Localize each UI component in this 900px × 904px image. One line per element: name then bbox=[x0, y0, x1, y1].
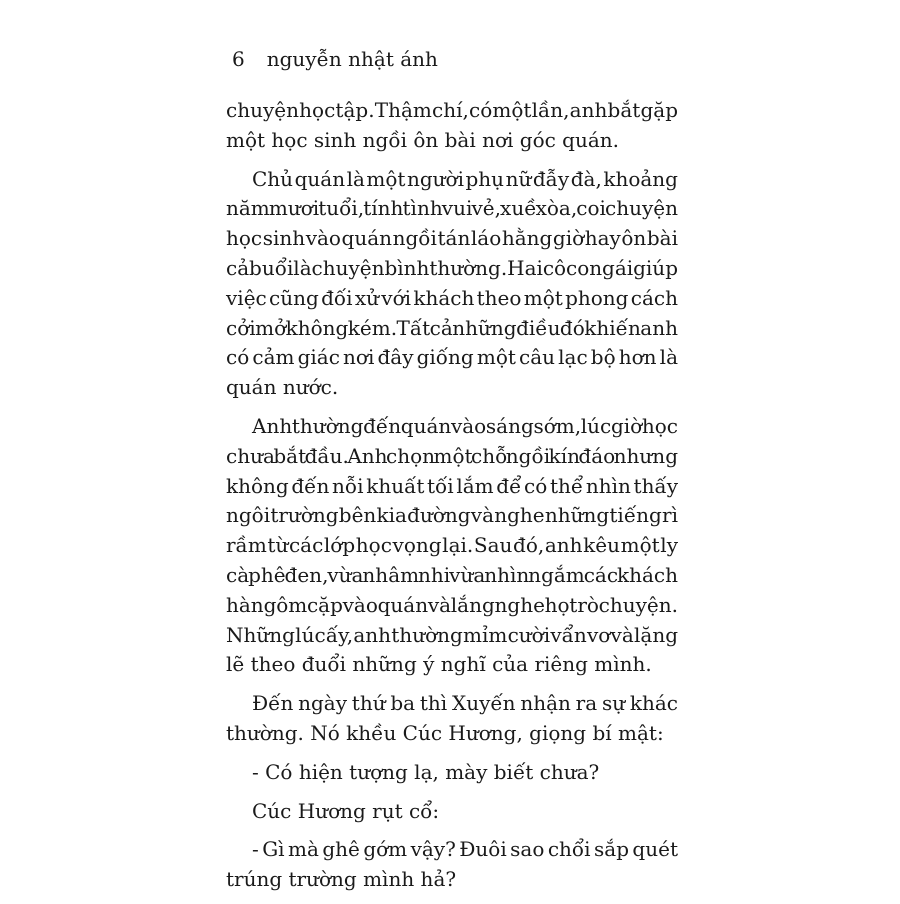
paragraph bbox=[226, 689, 678, 749]
text-line: Đến ngày thứ ba thì Xuyến nhận ra sự khác bbox=[252, 691, 678, 716]
text-line: - Có hiện tượng lạ, mày biết chưa? bbox=[252, 759, 600, 784]
text-line: học sinh vào quán ngồi tán láo hằng giờ hay ôn bài bbox=[226, 226, 679, 251]
text-line: thường. Nó khều Cúc Hương, giọng bí mật: bbox=[226, 720, 664, 745]
text-line: việc cũng đối xử với khách theo một phong cách bbox=[226, 285, 678, 310]
text-line: chưa bắt đầu. Anh chọn một chỗ ngồi kín đáo nhưng bbox=[226, 443, 678, 468]
text-line: cởi mở không kém. Tất cả những điều đó khiến anh bbox=[226, 315, 678, 340]
running-title: nguyễn nhật ánh bbox=[266, 47, 438, 71]
text-line: lẽ theo đuổi những ý nghĩ của riêng mình. bbox=[226, 652, 652, 677]
text-line: ngôi trường bên kia đường và nghe những tiếng rì bbox=[226, 503, 678, 528]
text-line: Cúc Hương rụt cổ: bbox=[252, 798, 440, 823]
text-line: Những lúc ấy, anh thường mỉm cười vẩn vơ và lặng bbox=[226, 622, 678, 647]
text-line: Anh thường đến quán vào sáng sớm, lúc giờ học bbox=[252, 413, 678, 438]
text-line: cà phê đen, vừa nhâm nhi vừa nhìn ngắm các khách bbox=[226, 562, 678, 587]
text-line: có cảm giác nơi đây giống một câu lạc bộ hơn là bbox=[226, 345, 678, 370]
text-line: Chủ quán là một người phụ nữ đẫy đà, khoảng bbox=[252, 166, 678, 191]
text-line: một học sinh ngồi ôn bài nơi góc quán. bbox=[226, 127, 620, 152]
paragraph bbox=[226, 412, 678, 680]
text-line: quán nước. bbox=[226, 375, 339, 400]
text-line: năm mươi tuổi, tính tình vui vẻ, xuề xòa, coi chuyện bbox=[226, 196, 678, 221]
text-line: cả buổi là chuyện bình thường. Hai cô con gái giúp bbox=[226, 255, 678, 280]
paragraph bbox=[226, 835, 678, 895]
running-head bbox=[232, 44, 438, 74]
text-line: trúng trường mình hả? bbox=[226, 867, 457, 892]
text-line: không đến nỗi khuất tối lắm để có thể nhìn thấy bbox=[226, 473, 678, 498]
text-line: - Gì mà ghê gớm vậy? Đuôi sao chổi sắp quét bbox=[252, 837, 678, 862]
page-body bbox=[226, 96, 678, 904]
text-line: hàng ôm cặp vào quán và lắng nghe họ trò chuyện. bbox=[226, 592, 678, 617]
paragraph bbox=[226, 758, 678, 788]
page-number: 6 bbox=[232, 47, 245, 71]
paragraph bbox=[226, 797, 678, 827]
paragraph bbox=[226, 165, 678, 403]
text-line: rầm từ các lớp học vọng lại. Sau đó, anh kêu một ly bbox=[226, 533, 678, 558]
text-line: chuyện học tập. Thậm chí, có một lần, anh bắt gặp bbox=[226, 98, 678, 122]
paragraph bbox=[226, 96, 678, 156]
